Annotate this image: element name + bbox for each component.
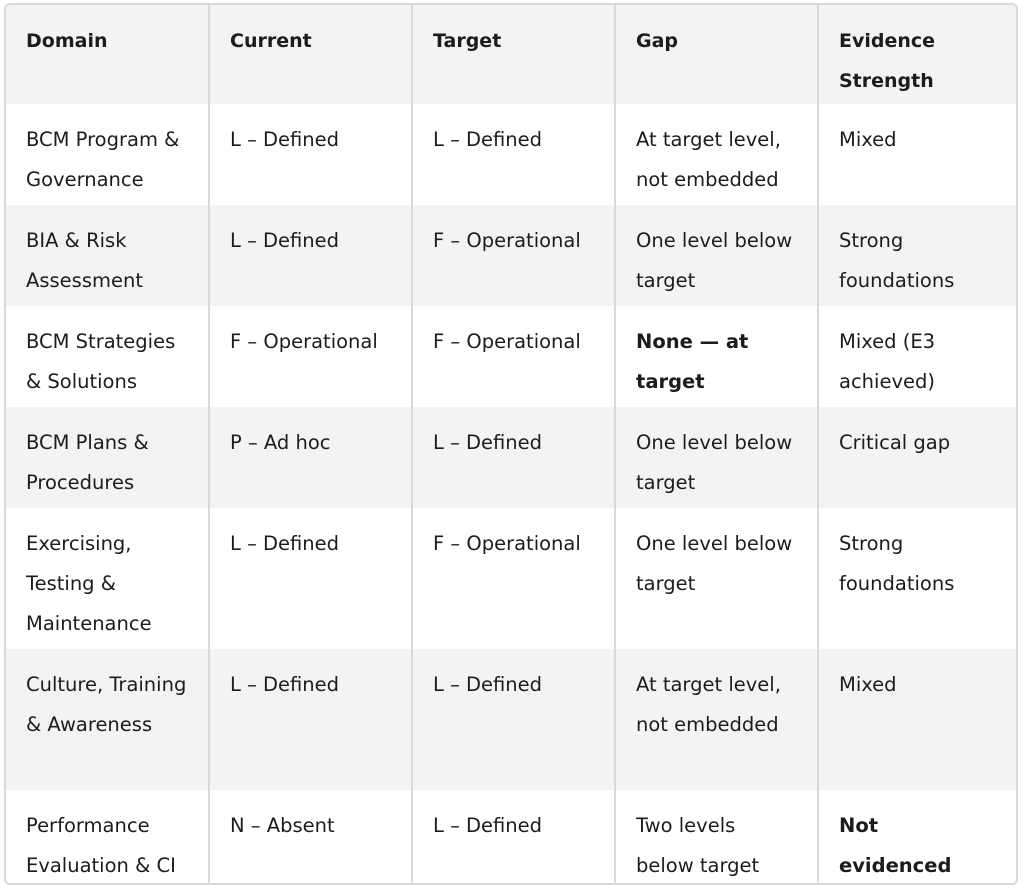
cell-domain: Performance Evaluation & CI [6,790,209,885]
cell-domain: BCM Plans & Procedures [6,407,209,508]
cell-target: F – Operational [412,508,615,649]
table-row [6,508,1016,649]
table-row [6,205,1016,306]
cell-gap: Two levels below target [615,790,818,885]
header-gap: Gap [615,5,818,104]
maturity-table-container [4,3,1018,885]
cell-target: L – Defined [412,104,615,205]
cell-target: F – Operational [412,205,615,306]
cell-gap: One level below target [615,407,818,508]
cell-evidence: Not evidenced [818,790,1016,885]
cell-current: P – Ad hoc [209,407,412,508]
cell-evidence: Strong foundations [818,508,1016,649]
table-row [6,306,1016,407]
table-row [6,790,1016,885]
cell-gap: None — at target [615,306,818,407]
table-row [6,104,1016,205]
cell-domain: BIA & Risk Assessment [6,205,209,306]
cell-gap: One level below target [615,205,818,306]
cell-evidence: Mixed [818,649,1016,790]
cell-domain: BCM Strategies & Solutions [6,306,209,407]
table-row [6,649,1016,790]
cell-domain: Culture, Training & Awareness [6,649,209,790]
cell-domain: BCM Program & Governance [6,104,209,205]
cell-domain: Exercising, Testing & Maintenance [6,508,209,649]
cell-gap: At target level, not embedded [615,104,818,205]
cell-evidence: Mixed [818,104,1016,205]
cell-evidence: Critical gap [818,407,1016,508]
cell-current: L – Defined [209,205,412,306]
maturity-gap-table [6,5,1016,885]
cell-target: L – Defined [412,407,615,508]
cell-target: L – Defined [412,790,615,885]
header-domain: Domain [6,5,209,104]
cell-evidence: Strong foundations [818,205,1016,306]
cell-target: L – Defined [412,649,615,790]
cell-current: F – Operational [209,306,412,407]
header-current: Current [209,5,412,104]
cell-gap: One level below target [615,508,818,649]
cell-current: L – Defined [209,508,412,649]
cell-evidence: Mixed (E3 achieved) [818,306,1016,407]
cell-current: N – Absent [209,790,412,885]
header-evidence-strength: Evidence Strength [818,5,1016,104]
table-row [6,407,1016,508]
cell-current: L – Defined [209,104,412,205]
cell-current: L – Defined [209,649,412,790]
table-header-row [6,5,1016,104]
cell-gap: At target level, not embedded [615,649,818,790]
header-target: Target [412,5,615,104]
cell-target: F – Operational [412,306,615,407]
